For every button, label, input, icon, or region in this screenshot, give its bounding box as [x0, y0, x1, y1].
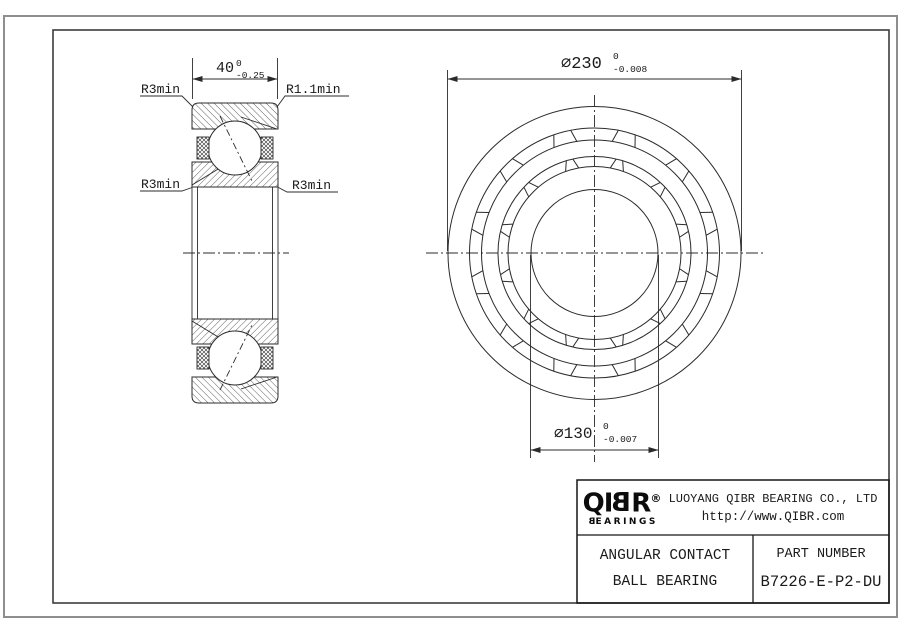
cage-pocket-edge: [651, 182, 661, 187]
cage-pocket-edge: [500, 171, 507, 182]
width-dim-value: 40: [216, 60, 235, 77]
cage-pocket-edge: [612, 130, 618, 141]
cage-pocket-edge: [660, 187, 665, 197]
bearing-section-view: [140, 58, 349, 403]
part-number-value: B7226-E-P2-DU: [760, 573, 882, 591]
cage-pocket-edge: [571, 365, 577, 376]
cage-pocket-edge: [502, 281, 513, 282]
leader-top-right: [277, 96, 349, 107]
cage-pocket-edge: [472, 229, 483, 235]
bearing-front-view: [426, 51, 764, 462]
cage-pocket-edge: [680, 231, 689, 237]
leader-top-left: [140, 96, 193, 107]
cage-section-top-right: [261, 137, 273, 159]
cage-pocket-edge: [529, 182, 539, 187]
cage-section-top-left: [197, 137, 209, 159]
cage-pocket-edge: [612, 365, 618, 376]
company-logo: [581, 483, 663, 531]
cage-pocket-edge: [472, 271, 483, 277]
registered-mark-icon: ®: [650, 491, 662, 505]
cage-section-bottom-right: [261, 347, 273, 369]
cage-pocket-edge: [573, 338, 579, 347]
cage-pocket-edge: [512, 341, 523, 348]
bore-dim-tol-lower: -0.007: [603, 434, 638, 445]
cage-pocket-edge: [500, 231, 509, 237]
product-name-line1: ANGULAR CONTACT: [599, 548, 731, 564]
od-dim-value: ∅230: [561, 55, 602, 74]
company-name: LUOYANG QIBR BEARING CO., LTD: [668, 491, 878, 506]
cage-pocket-edge: [500, 324, 507, 335]
logo-subtext: BEARINGS: [586, 517, 658, 528]
cage-pocket-edge: [610, 159, 616, 168]
cage-pocket-edge: [660, 309, 665, 319]
product-name-line2: BALL BEARING: [612, 574, 718, 590]
radius-label-mid-right: R3min: [292, 178, 332, 193]
product-name-cell: [578, 536, 752, 602]
radius-label-mid-left: R3min: [141, 177, 181, 192]
cage-pocket-edge: [682, 171, 689, 182]
company-website[interactable]: http://www.QIBR.com: [701, 509, 845, 524]
radius-label-top-right: R1.1min: [286, 82, 341, 97]
ball-bottom: [208, 331, 262, 385]
bore-dim-tol-upper: 0: [603, 421, 609, 432]
cage-pocket-edge: [571, 130, 577, 141]
cage-pocket-edge: [706, 271, 717, 277]
cage-pocket-edge: [666, 341, 677, 348]
cage-section-bottom-left: [197, 347, 209, 369]
width-dim-tol-lower: -0.25: [236, 70, 265, 81]
cage-pocket-edge: [500, 269, 509, 275]
od-dim-tol-lower: -0.008: [613, 64, 648, 75]
cage-pocket-edge: [623, 335, 624, 346]
od-dim-tol-upper: 0: [613, 51, 619, 62]
cage-pocket-edge: [676, 224, 687, 225]
cage-pocket-edge: [573, 159, 579, 168]
cage-pocket-edge: [666, 159, 677, 166]
cage-pocket-edge: [566, 335, 567, 346]
part-number-cell: [754, 536, 888, 602]
cage-pocket-edge: [706, 229, 717, 235]
part-number-label: PART NUMBER: [776, 547, 866, 562]
width-dim-tol-upper: 0: [236, 58, 242, 69]
radius-label-top-left: R3min: [141, 82, 181, 97]
cage-pocket-edge: [566, 161, 567, 172]
cage-pocket-edge: [512, 159, 523, 166]
company-info: [660, 483, 886, 533]
cage-pocket-edge: [676, 281, 687, 282]
ball-top: [208, 121, 262, 175]
cage-pocket-edge: [610, 338, 616, 347]
cage-pocket-edge: [502, 224, 513, 225]
cage-pocket-edge: [524, 187, 529, 197]
cage-pocket-edge: [682, 324, 689, 335]
bore-dim-value: ∅130: [554, 425, 593, 443]
cage-pocket-edge: [680, 269, 689, 275]
cage-pocket-edge: [623, 161, 624, 172]
cage-pocket-edge: [524, 309, 529, 319]
logo-wordmark: QIBR®: [582, 488, 662, 519]
